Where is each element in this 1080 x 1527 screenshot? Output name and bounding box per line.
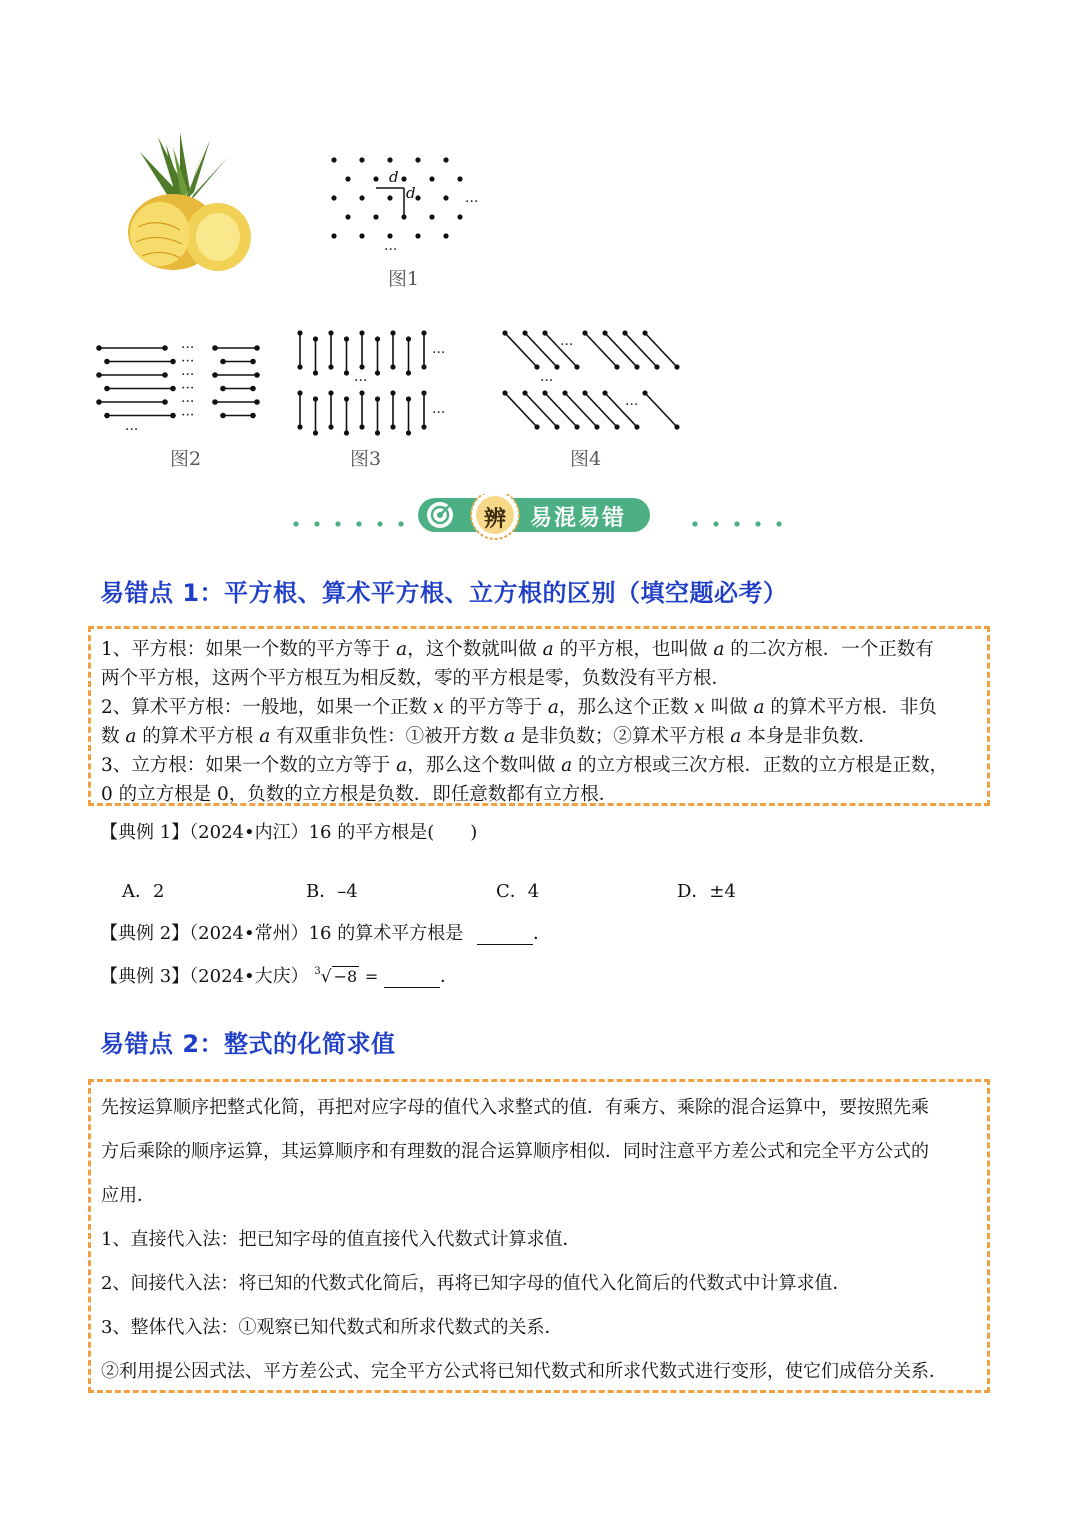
figure-2-caption: 图2 [170,448,202,470]
lattice-dot [359,195,364,200]
lattice-dot [415,233,420,238]
line-endpoint [582,330,587,335]
line-endpoint [634,364,639,369]
line-endpoint [375,430,380,435]
line-endpoint [162,372,168,378]
lattice-dot [373,214,378,219]
line-endpoint [359,424,364,429]
diagonal-line [545,393,577,427]
line-endpoint [170,413,176,419]
section-banner [290,494,790,540]
ellipsis-icon: ··· [560,337,574,353]
option-d: D．±4 [677,881,736,902]
diagonal-line [645,393,677,427]
section-1-line [101,693,987,722]
line-endpoint [162,399,168,405]
text-segment: 的算术平方根．非负 [764,697,937,718]
line-endpoint [634,424,639,429]
line-endpoint [104,359,110,365]
line-endpoint [554,364,559,369]
text-segment: 3、立方根：如果一个数的立方等于 [101,755,397,776]
line-endpoint [534,364,539,369]
lattice-dot [331,233,336,238]
line-endpoint [390,364,395,369]
ellipsis-icon: ··· [465,194,479,210]
ellipsis-icon: ··· [354,373,368,389]
diagonal-line [585,333,617,367]
line-endpoint [375,396,380,401]
text-segment: ，这个数就叫做 [407,639,543,660]
variable: a [503,726,516,747]
lattice-dot [401,176,406,181]
line-endpoint [297,364,302,369]
section-2-line: 2、间接代入法：将已知的代数式化简后，再将已知字母的值代入化简后的代数式中计算求值． [101,1273,851,1294]
line-endpoint [250,386,256,392]
banner-badge: 辨 [483,507,506,532]
line-endpoint [502,390,507,395]
section-2-line: 3、整体代入法：①观察已知代数式和所求代数式的关系． [101,1317,563,1338]
line-endpoint [674,364,679,369]
lattice-dot [415,157,420,162]
line-endpoint [406,396,411,401]
option-c: C．4 [496,881,540,902]
text-segment: 数 [101,726,126,747]
line-endpoint [359,390,364,395]
text-segment: 的平方根，也叫做 [553,639,714,660]
line-endpoint [328,424,333,429]
line-endpoint [542,390,547,395]
ellipsis-icon: ··· [432,345,446,361]
ellipsis-icon: ··· [625,397,639,413]
ellipsis-icon: ··· [181,353,195,370]
pineapple-image [118,132,253,272]
line-endpoint [674,424,679,429]
example-2-period: ． [532,923,551,944]
line-endpoint [574,424,579,429]
text-segment: 的二次方根．一个正数有 [724,639,934,660]
line-endpoint [220,386,226,392]
figure-1-label-d-horizontal: d [389,168,399,186]
lattice-dot [387,233,392,238]
line-endpoint [344,430,349,435]
line-endpoint [250,413,256,419]
lattice-dot [387,157,392,162]
variable: a [547,697,559,718]
lattice-dot [443,233,448,238]
section-2-line: ②利用提公因式法、平方差公式、完全平方公式将已知代数式和所求代数式进行变形，使它们成倍分关系． [101,1361,947,1382]
line-endpoint [421,364,426,369]
text-segment: 的立方根或三次方根．正数的立方根是正数， [572,755,948,776]
equals-sign: = [364,967,379,986]
example-2-answer-blank[interactable] [477,923,533,945]
line-endpoint [421,390,426,395]
option-a: A．2 [122,881,165,902]
line-endpoint [406,370,411,375]
diagonal-line [525,393,557,427]
section-1-line [101,664,987,693]
diagonal-line [505,393,537,427]
line-endpoint [254,372,260,378]
section-2-line: 应用． [101,1185,155,1206]
ellipsis-icon: ··· [125,422,139,438]
line-endpoint [622,330,627,335]
diagonal-line [525,333,557,367]
lattice-dot [345,176,350,181]
variable: a [396,755,408,776]
diagonal-line [645,333,677,367]
variable: a [259,726,271,747]
cube-root-radicand: −8 [333,967,358,986]
ellipsis-icon: ··· [540,373,554,389]
line-endpoint [104,413,110,419]
radical-sign-icon: √ [320,967,332,987]
section-1-line [101,751,987,780]
text-segment: 两个平方根，这两个平方根互为相反数，零的平方根是零，负数没有平方根． [101,668,731,689]
variable: x [433,697,444,718]
lattice-dot [331,195,336,200]
line-endpoint [96,399,102,405]
banner-title: 易混易错 [530,506,627,531]
line-endpoint [359,364,364,369]
variable: a [730,726,742,747]
text-segment: 本身是非负数． [741,726,877,747]
text-segment: 1、平方根：如果一个数的平方等于 [101,639,397,660]
line-endpoint [96,345,102,351]
line-endpoint [421,424,426,429]
figure-1-label-d-vertical: d [406,184,416,202]
cube-root-expression [314,967,359,987]
line-endpoint [574,364,579,369]
diagonal-line [585,393,617,427]
line-endpoint [297,330,302,335]
lattice-dot [359,157,364,162]
line-endpoint [212,399,218,405]
line-endpoint [297,424,302,429]
line-endpoint [313,396,318,401]
ellipsis-icon: ··· [181,367,195,383]
figure-3-vertical-lines [292,325,452,440]
line-endpoint [542,330,547,335]
cube-root-index: 3 [314,965,321,977]
line-endpoint [390,330,395,335]
section-1-definition-box [88,626,990,806]
lattice-dot [443,157,448,162]
variable: a [396,639,408,660]
line-endpoint [406,430,411,435]
variable: a [753,697,765,718]
variable: a [713,639,725,660]
section-1-line [101,780,987,809]
section-2-line: 方后乘除的顺序运算，其运算顺序和有理数的混合运算顺序相似．同时注意平方差公式和完全平方公式的 [101,1141,929,1162]
line-endpoint [313,336,318,341]
line-endpoint [614,424,619,429]
section-1-definition-lines [101,635,987,809]
figure-2-horizontal-lines [95,338,265,438]
lattice-dot [345,214,350,219]
text-segment: 2、算术平方根：一般地，如果一个正数 [101,697,434,718]
lattice-dot [457,176,462,181]
text-segment: 0 的立方根是 0，负数的立方根是负数．即任意数都有立方根． [101,784,618,805]
line-endpoint [220,359,226,365]
line-endpoint [522,390,527,395]
line-endpoint [162,345,168,351]
line-endpoint [212,345,218,351]
text-segment: ，那么这个数叫做 [407,755,562,776]
line-endpoint [254,399,260,405]
lattice-dot [415,195,420,200]
example-3-text: 【典例 3】（2024•大庆） [100,966,309,987]
line-endpoint [313,430,318,435]
ellipsis-icon: ··· [384,242,398,258]
lattice-dot [443,195,448,200]
text-segment: 的平方等于 [443,697,548,718]
line-endpoint [554,424,559,429]
figure-1-caption: 图1 [388,268,420,290]
section-2-line: 1、直接代入法：把已知字母的值直接代入代数式计算求值． [101,1229,581,1250]
line-endpoint [328,390,333,395]
lattice-dot [359,233,364,238]
section-2-definition-box [88,1079,990,1393]
text-segment: 叫做 [704,697,754,718]
line-endpoint [614,364,619,369]
line-endpoint [104,386,110,392]
example-2 [100,919,551,945]
line-endpoint [502,330,507,335]
example-2-text: 【典例 2】（2024•常州）16 的算术平方根是 [100,923,464,944]
line-endpoint [220,413,226,419]
line-endpoint [344,336,349,341]
line-endpoint [522,330,527,335]
line-endpoint [406,336,411,341]
text-segment: 有双重非负性：①被开方数 [270,726,504,747]
line-endpoint [170,386,176,392]
text-segment: 是非负数；②算术平方根 [515,726,731,747]
example-3 [100,962,458,988]
text-segment: 的算术平方根 [136,726,260,747]
lattice-dot [331,157,336,162]
example-3-period: ． [440,966,459,987]
ellipsis-icon: ··· [181,394,195,410]
variable: x [694,697,705,718]
line-endpoint [642,330,647,335]
figure-1-dot-lattice [320,150,495,260]
line-endpoint [602,330,607,335]
variable: a [561,755,573,776]
section-1-line [101,635,987,664]
line-endpoint [212,372,218,378]
section-1-heading: 易错点 1：平方根、算术平方根、立方根的区别（填空题必考） [100,579,788,607]
lattice-dot [373,176,378,181]
section-1-line [101,722,987,751]
line-endpoint [582,390,587,395]
figure-4-caption: 图4 [570,448,602,470]
line-endpoint [170,359,176,365]
diagonal-line [505,333,537,367]
option-b: B．–4 [306,881,358,902]
diagonal-line [605,333,637,367]
line-endpoint [254,345,260,351]
figure-4-diagonal-lines [500,325,680,440]
line-endpoint [313,370,318,375]
line-endpoint [344,396,349,401]
line-endpoint [297,390,302,395]
section-2-heading: 易错点 2：整式的化简求值 [100,1030,396,1058]
line-endpoint [328,364,333,369]
diagonal-line [625,333,657,367]
lattice-dot [429,176,434,181]
section-2-line: 先按运算顺序把整式化简，再把对应字母的值代入求整式的值．有乘方、乘除的混合运算中，要按照先乘 [101,1097,929,1118]
lattice-dot [429,214,434,219]
diagonal-line [565,393,597,427]
line-endpoint [375,370,380,375]
lattice-dot [387,195,392,200]
line-endpoint [602,390,607,395]
line-endpoint [375,336,380,341]
line-endpoint [250,359,256,365]
line-endpoint [642,390,647,395]
line-endpoint [594,424,599,429]
line-endpoint [654,364,659,369]
variable: a [542,639,554,660]
line-endpoint [328,330,333,335]
ellipsis-icon: ··· [181,340,195,356]
text-segment: ，那么这个正数 [558,697,695,718]
example-1: 【典例 1】（2024•内江）16 的平方根是( ) [100,822,478,843]
line-endpoint [562,390,567,395]
line-endpoint [390,390,395,395]
line-endpoint [390,424,395,429]
ellipsis-icon: ··· [181,380,195,397]
example-3-answer-blank[interactable] [384,966,440,988]
ellipsis-icon: ··· [181,407,195,424]
line-endpoint [421,330,426,335]
ellipsis-icon: ··· [432,405,446,421]
lattice-dot [457,214,462,219]
line-endpoint [359,330,364,335]
figure-3-caption: 图3 [350,448,382,470]
variable: a [125,726,137,747]
line-endpoint [344,370,349,375]
line-endpoint [534,424,539,429]
line-endpoint [96,372,102,378]
